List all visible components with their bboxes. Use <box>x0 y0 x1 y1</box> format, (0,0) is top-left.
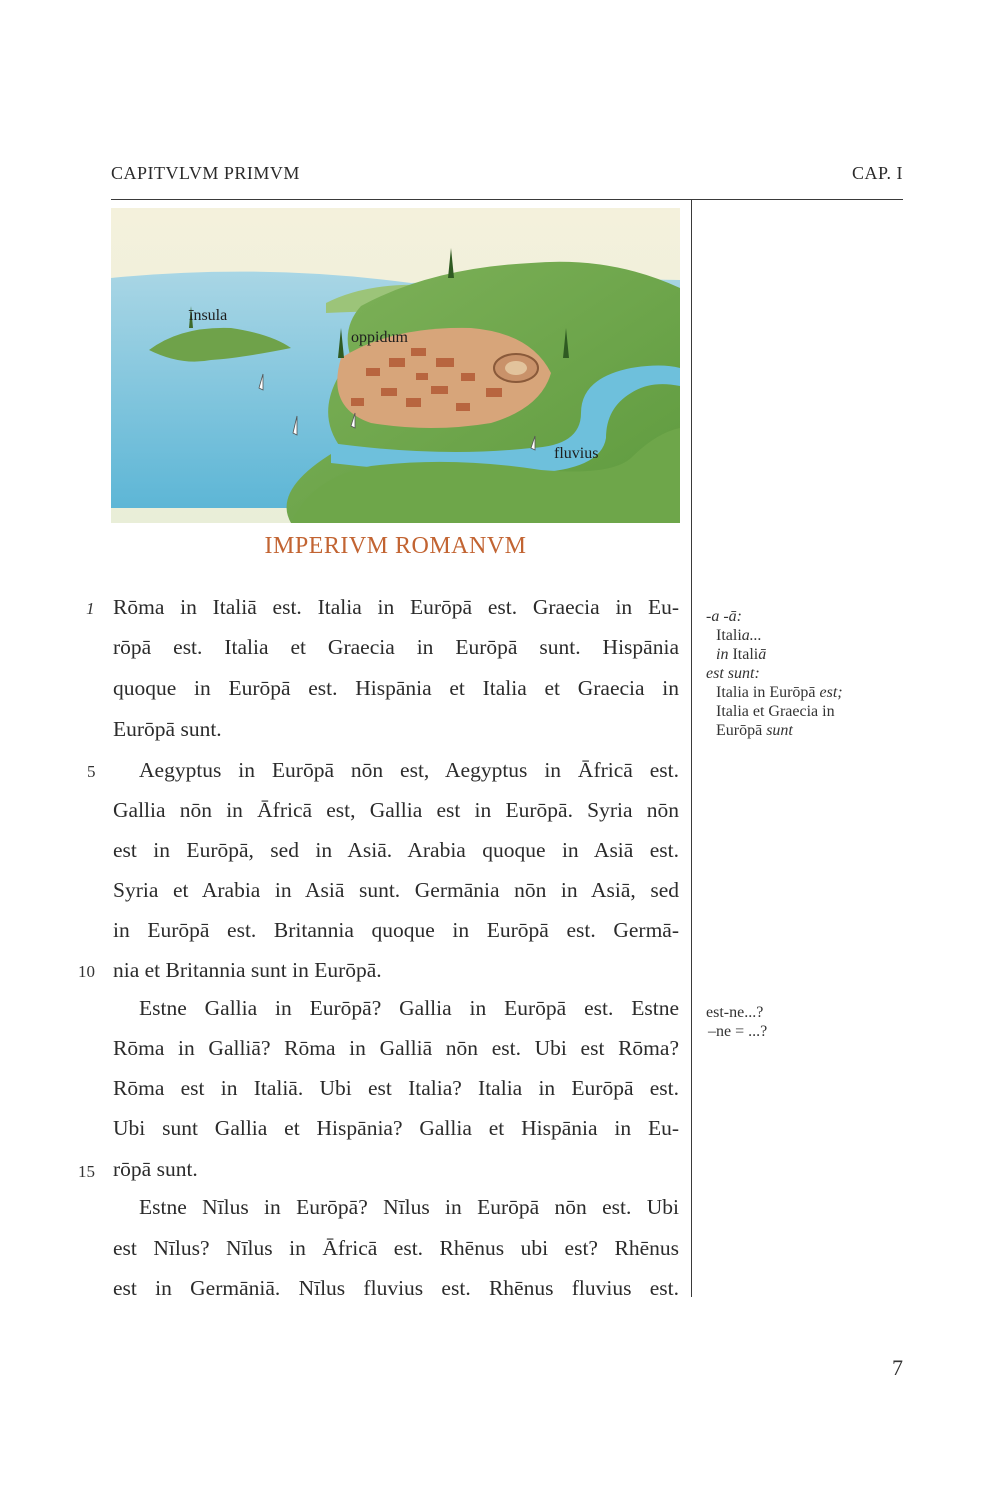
text-line: est in Germāniā. Nīlus fluvius est. Rhēnus fluvius est. <box>113 1276 679 1300</box>
text-line: est in Eurōpā, sed in Asiā. Arabia quoque in Asiā est. <box>113 838 679 862</box>
text-line: Rōma in Italiā est. Italia in Eurōpā est. Graecia in Eu- <box>113 595 679 619</box>
text-line: Rōma est in Italiā. Ubi est Italia? Italia in Eurōpā est. <box>113 1076 679 1100</box>
text-line: Estne Gallia in Eurōpā? Gallia in Eurōpā est. Estne <box>139 996 679 1020</box>
note-line: in <box>716 646 729 663</box>
map-illustration <box>111 208 680 523</box>
text-line: in Eurōpā est. Britannia quoque in Eurōpā est. Germā- <box>113 918 679 942</box>
line-number: 5 <box>87 762 96 781</box>
running-header-chapter: CAPITVLVM PRIMVM <box>111 163 300 183</box>
line-number: 10 <box>78 962 95 981</box>
text-line: nia et Britannia sunt in Eurōpā. <box>113 958 382 982</box>
note-line: Italia et Graecia in <box>716 703 835 720</box>
margin-rule <box>691 199 692 1297</box>
label-oppidum: oppidum <box>351 329 408 346</box>
note-line: Italia in Eurōpā <box>716 684 816 701</box>
note-line: Itali <box>716 627 742 644</box>
text-line: rōpā est. Italia et Graecia in Eurōpā sunt. Hispānia <box>113 635 679 659</box>
note-line: est-ne...? <box>706 1004 764 1021</box>
text-line: Eurōpā sunt. <box>113 717 222 741</box>
label-insula: īnsula <box>189 307 228 324</box>
line-number: 1 <box>86 599 95 618</box>
running-header-short: CAP. I <box>851 163 903 183</box>
text-line: est Nīlus? Nīlus in Āfricā est. Rhēnus ubi est? Rhēnus <box>113 1236 679 1260</box>
text-line: Rōma in Galliā? Rōma in Galliā nōn est. Ubi est Rōma? <box>113 1036 679 1060</box>
margin-note-endings <box>706 607 843 740</box>
text-line: quoque in Eurōpā est. Hispānia et Italia et Graecia in <box>113 676 679 700</box>
note-line: -a -ā: <box>706 608 742 625</box>
note-line: sunt <box>766 722 793 739</box>
note-line: Eurōpā <box>716 722 763 739</box>
text-line: Aegyptus in Eurōpā nōn est, Aegyptus in Āfricā est. <box>139 758 679 782</box>
note-line: Itali <box>732 646 759 663</box>
label-fluvius: fluvius <box>554 445 599 462</box>
note-line: est sunt: <box>706 665 760 682</box>
page-number: 7 <box>892 1355 903 1380</box>
text-line: Syria et Arabia in Asiā sunt. Germānia nōn in Asiā, sed <box>113 878 679 902</box>
text-line: Gallia nōn in Āfricā est, Gallia est in Eurōpā. Syria nōn <box>113 798 679 822</box>
note-line: est; <box>819 684 843 701</box>
text-line: Estne Nīlus in Eurōpā? Nīlus in Eurōpā nōn est. Ubi <box>139 1195 679 1219</box>
note-line: ā <box>758 646 767 663</box>
chapter-title: IMPERIVM ROMANVM <box>264 533 527 559</box>
line-number: 15 <box>78 1162 95 1181</box>
note-line: –ne = ...? <box>708 1023 768 1040</box>
text-line: Ubi sunt Gallia et Hispānia? Gallia et Hispānia in Eu- <box>113 1116 679 1140</box>
header-rule <box>111 199 903 200</box>
note-line: a... <box>741 627 762 644</box>
text-line: rōpā sunt. <box>113 1157 198 1181</box>
margin-note-ne <box>706 1003 767 1041</box>
